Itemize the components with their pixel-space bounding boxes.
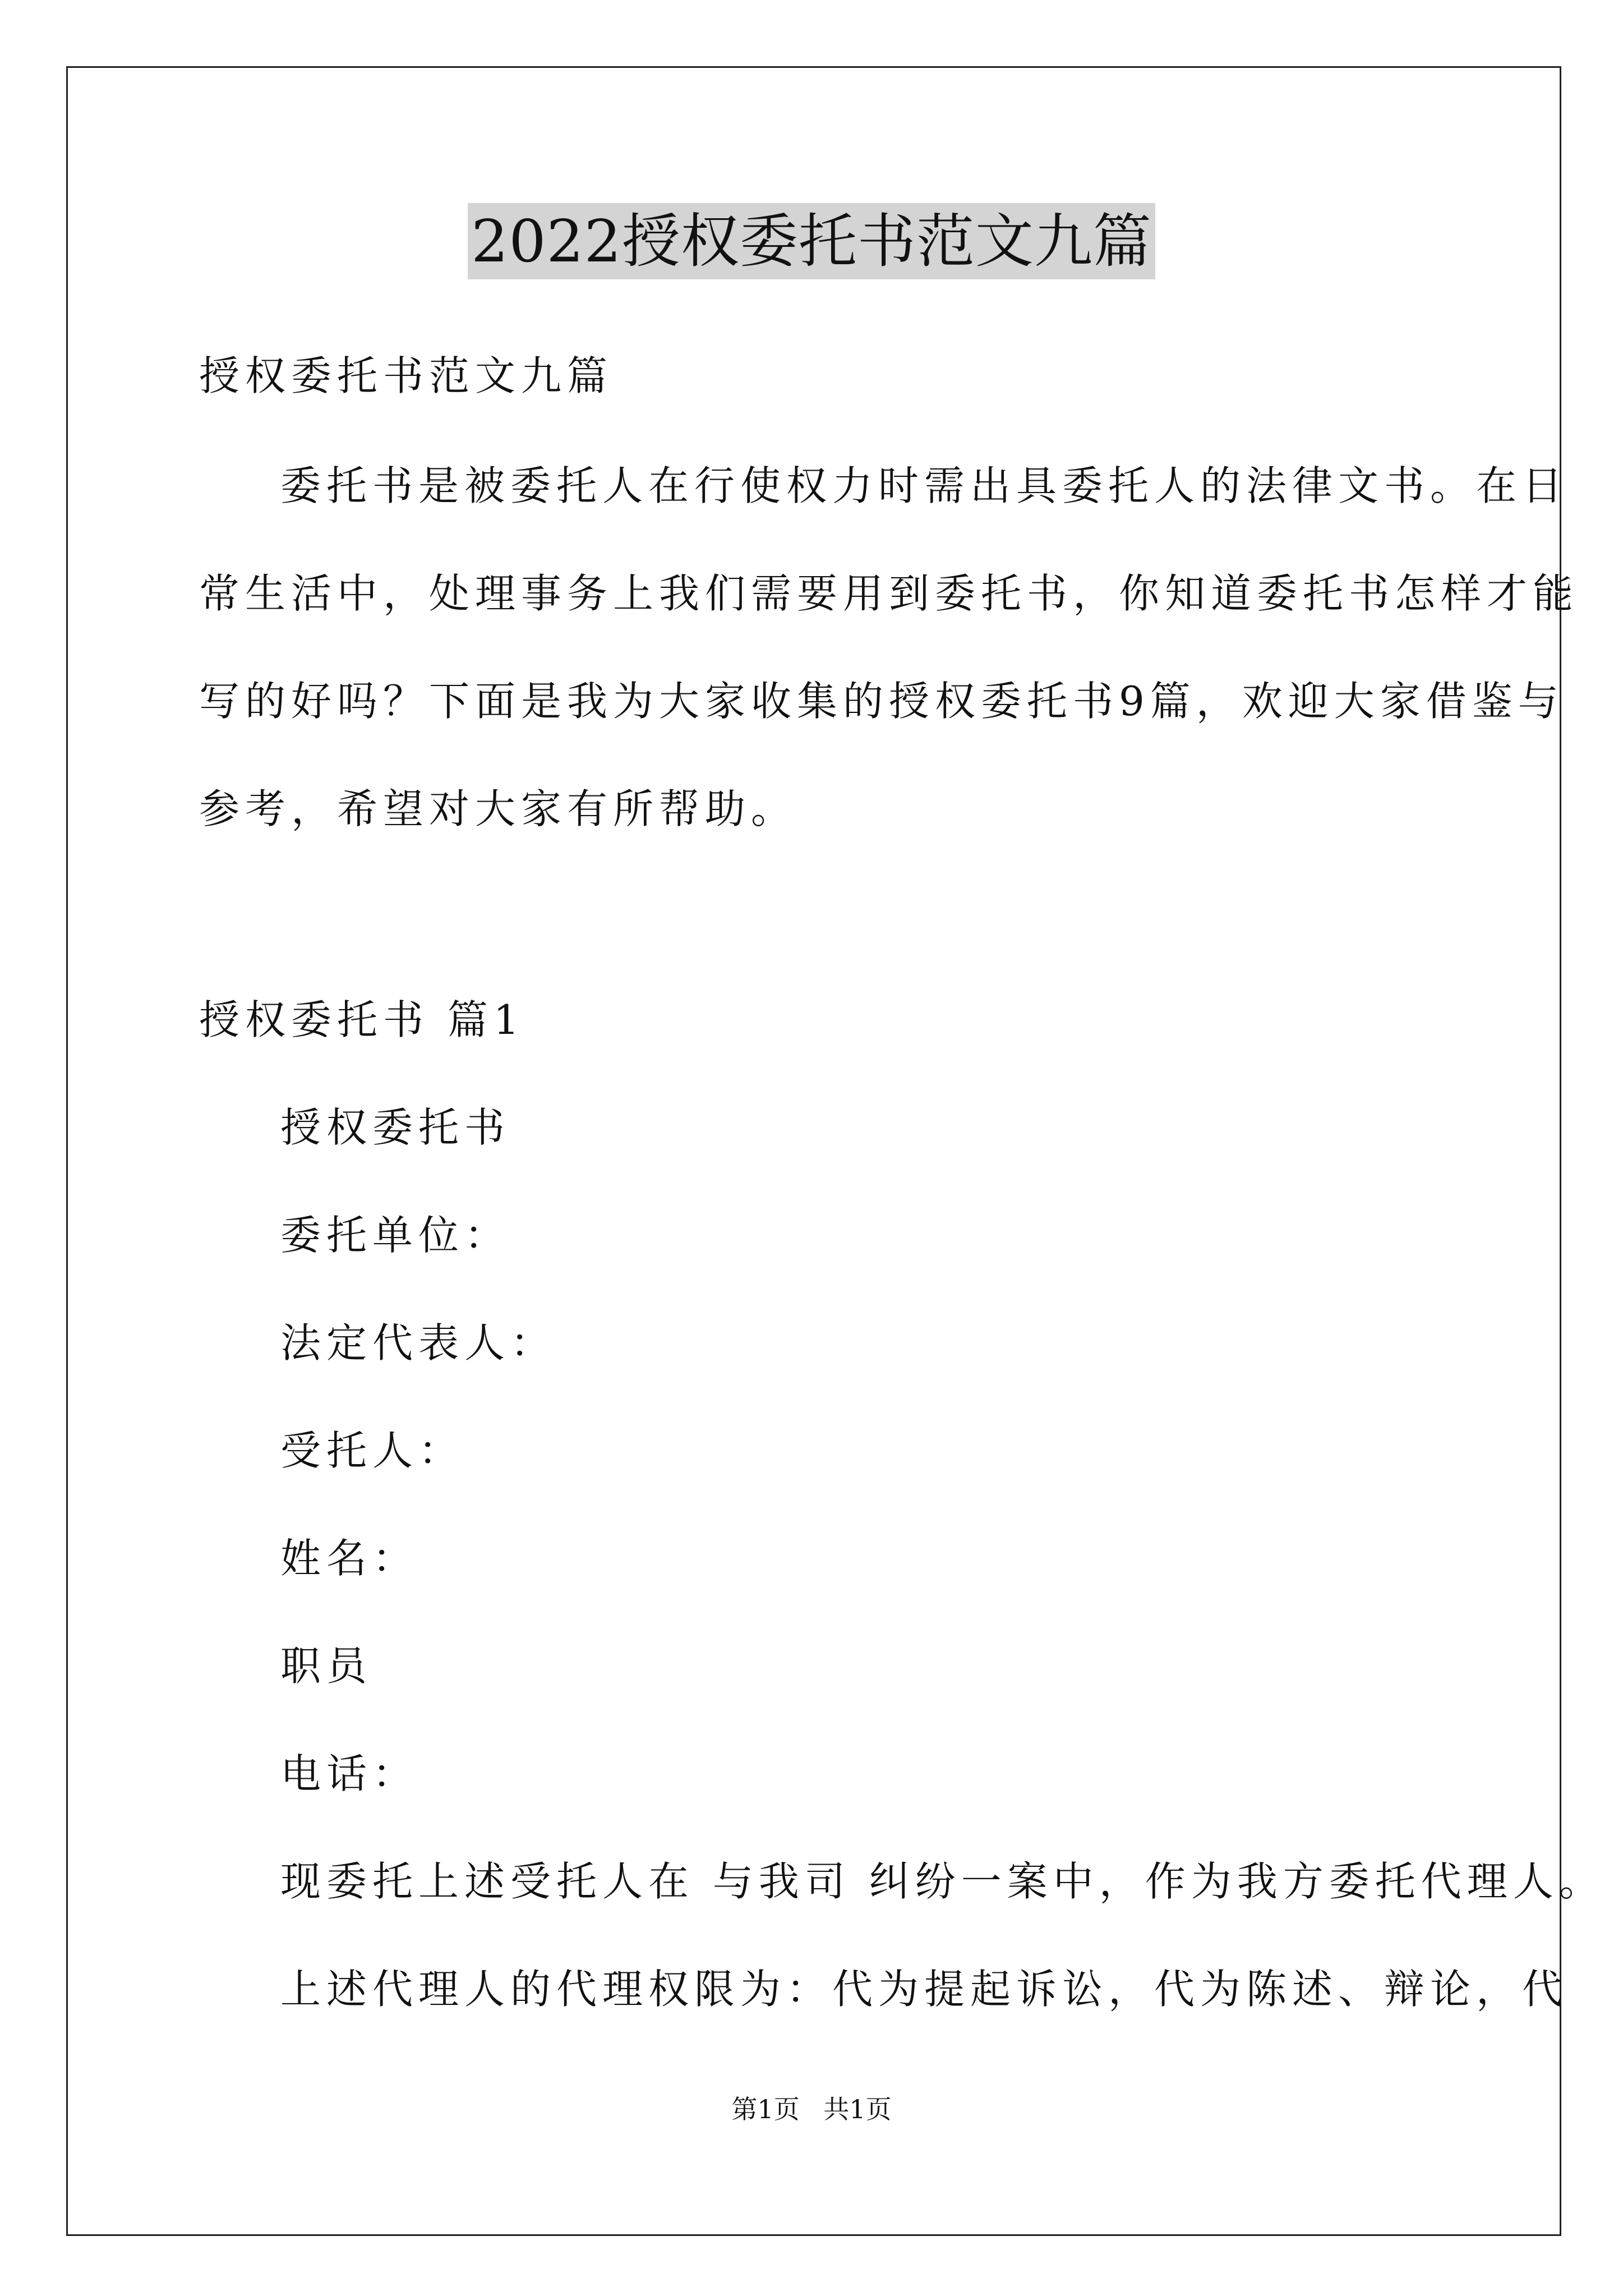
section-line: 上述代理人的代理权限为：代为提起诉讼，代为陈述、辩论，代 bbox=[280, 1966, 1569, 2013]
intro-paragraph-line: 参考，希望对大家有所帮助。 bbox=[199, 785, 797, 832]
section-line: 职员 bbox=[280, 1642, 373, 1690]
intro-paragraph-line: 委托书是被委托人在行使权力时需出具委托人的法律文书。在日 bbox=[280, 462, 1569, 509]
title-container bbox=[0, 203, 1623, 279]
section-line: 现委托上述受托人在 与我司 纠纷一案中，作为我方委托代理人。 bbox=[280, 1858, 1605, 1905]
section-line: 法定代表人： bbox=[280, 1319, 557, 1366]
section-line: 姓名： bbox=[280, 1535, 419, 1582]
intro-paragraph-line: 常生活中，处理事务上我们需要用到委托书，你知道委托书怎样才能 bbox=[199, 570, 1579, 617]
document-subtitle: 授权委托书范文九篇 bbox=[199, 352, 614, 399]
document-title: 2022授权委托书范文九篇 bbox=[468, 203, 1155, 279]
section-line: 电话： bbox=[280, 1750, 419, 1797]
section-line: 授权委托书 bbox=[280, 1104, 511, 1151]
page-footer: 第1页 共1页 bbox=[731, 2094, 892, 2124]
section-heading: 授权委托书 篇1 bbox=[199, 996, 525, 1043]
section-line: 受托人： bbox=[280, 1427, 465, 1474]
intro-paragraph-line: 写的好吗？下面是我为大家收集的授权委托书9篇，欢迎大家借鉴与 bbox=[199, 678, 1564, 725]
section-line: 委托单位： bbox=[280, 1212, 511, 1259]
